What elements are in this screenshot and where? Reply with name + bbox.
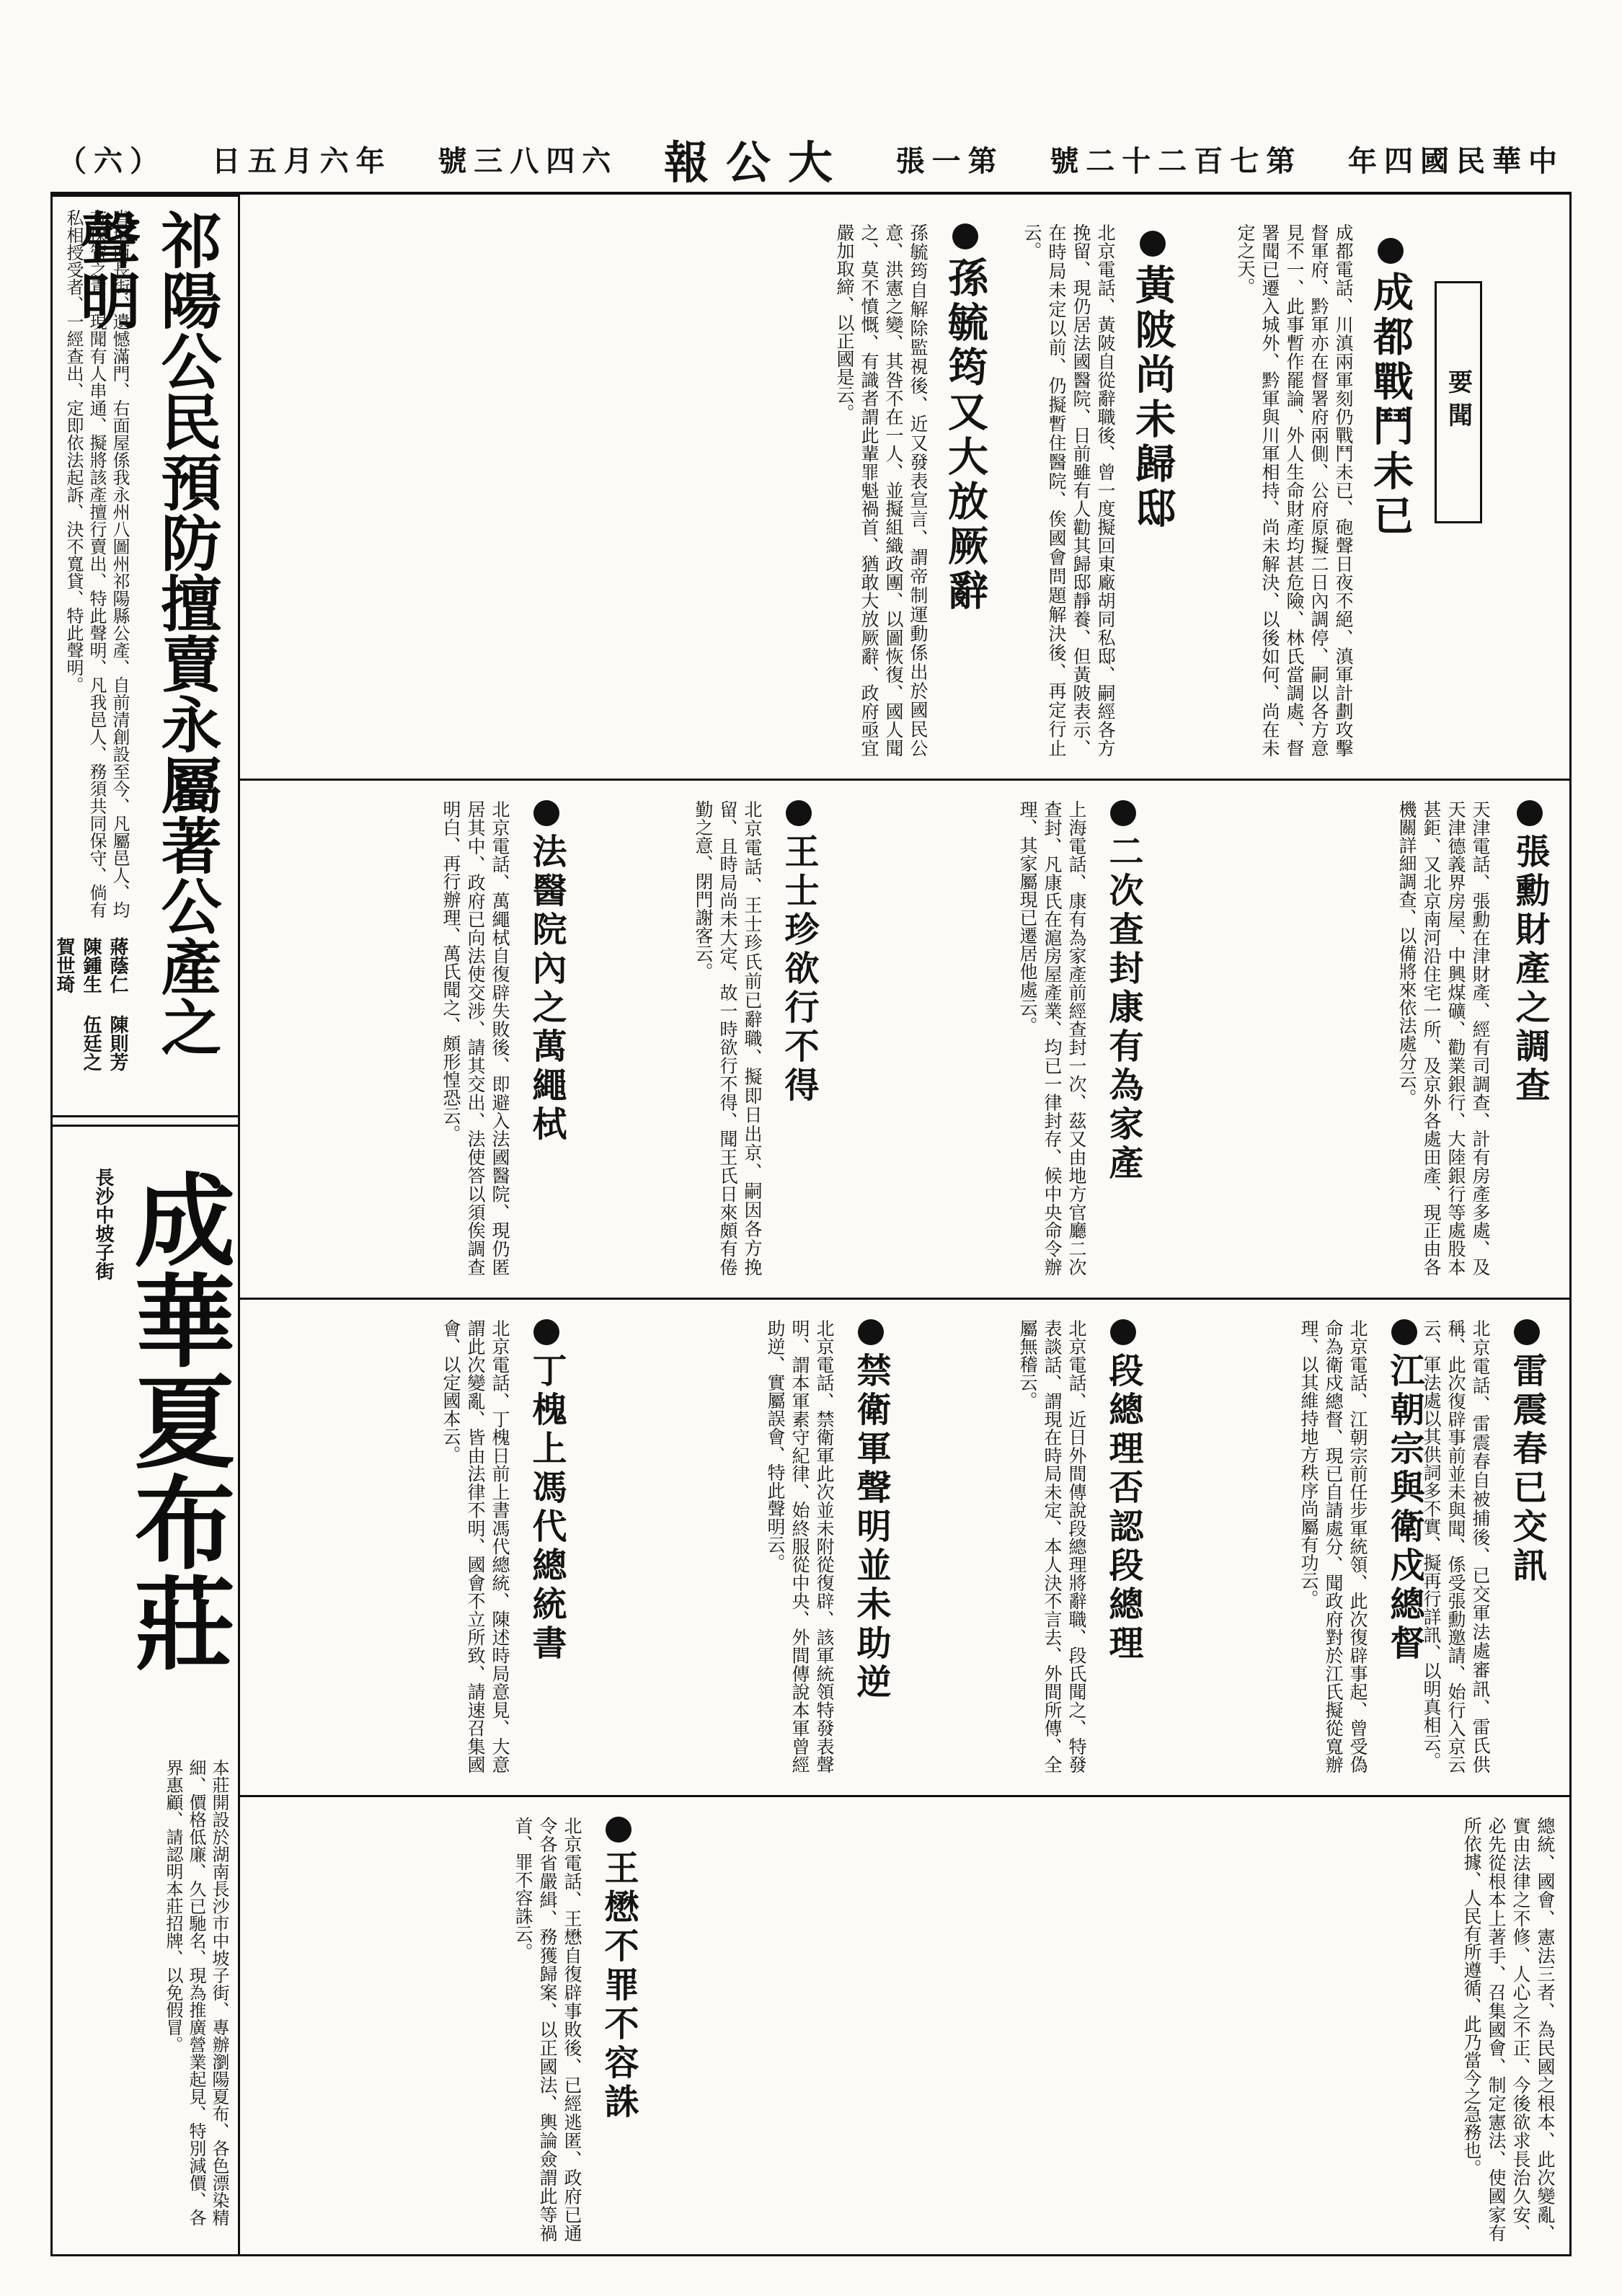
- masthead: [50, 126, 1572, 195]
- bullet-icon: [952, 223, 978, 249]
- masthead-section: 張一第: [895, 144, 1004, 178]
- article-main-long: 總統、國會、憲法三者、為民國之根本、此次變亂、實由法律之不修、人心之不正、今後欲求長治久安、必先從根本上著手、召集國會、制定憲法、使國家有所依據、人民有所遵循、此乃當今之急務也。: [1461, 1817, 1556, 2242]
- bullet-icon: [1517, 800, 1543, 826]
- headline-zhangxun: 張勳財產之調查: [1499, 800, 1550, 1276]
- masthead-issue: 號二十二百七第: [1050, 144, 1303, 178]
- article-kang: 上海電話、康有為家產前經查封一次、茲又由地方官廳二次查封、凡康氏在滬房屋產業、均已一律封存、候中央命令辦理、其家屬現已遷居他處云。: [1017, 800, 1087, 1276]
- masthead-date: 日五月六年: [211, 144, 392, 178]
- ad-qiyang-signers: 蔣蔭仁 陳則芳 陳鍾生 伍廷之 賀世琦: [53, 937, 128, 1071]
- headline-court: 法醫院內之萬繩栻: [519, 800, 567, 1276]
- article-leizhen: 北京電話、雷震春自被捕後、已交軍法處審訊、雷氏供稱、此次復辟事前並未與聞、係受張勳邀請、始行入京云云、軍法處以其供詞多不實、擬再行詳訊、以明真相云。: [1421, 1319, 1491, 1773]
- ad-chenghua-body: 本莊開設於湖南長沙市中坡子街、專辦瀏陽夏布、各色漂染精細、價格低廉、久已馳名、現為推廣營業起見、特別減價、各界惠顧、請認明本莊招牌、以免假冒。: [163, 1759, 229, 2226]
- masthead-paper-title: 報公大: [663, 136, 850, 189]
- masthead-page: （六）: [58, 144, 166, 178]
- bullet-icon: [1140, 231, 1166, 257]
- ad-qiyang-title: 祁陽公民預防擅賣永屬著公產之聲明: [71, 209, 223, 1057]
- bullet-icon: [1110, 800, 1136, 826]
- row-divider-2: [238, 1298, 1572, 1300]
- article-zhangxun: 天津電話、張勳在津財產、經有司調查、計有房產多處、及天津德義界房屋、中興煤礦、勸業銀行、大陸銀行等處股本甚鉅、又北京南河沿住宅一所、及京外各處田產、現正由各機關詳細調查、以備將來依法處分云。: [1396, 800, 1491, 1276]
- article-chengdu: 成都電話、川滇兩軍刻仍戰鬥未已、砲聲日夜不絕、滇軍計劃攻擊督軍府、黔軍亦在督署府兩側、公府原擬二日內調停、嗣以各方意見不一、此事暫作罷論、外人生命財產均甚危險、林氏當調處、督署聞已遷入城外、黔軍與川軍相持、尚未解決、以後如何、尚在未定之天。: [1235, 223, 1354, 757]
- headline-duan: 段總理否認段總理: [1096, 1319, 1143, 1773]
- headline-guard: 禁衛軍聲明並未助逆: [843, 1319, 891, 1773]
- masthead-serial: 號三八四六: [438, 144, 619, 178]
- ad-qiyang-body: 省垣西長街、遺憾滿門、右面屋係我永州八圖州祁陽縣公產、自前清創設至今、凡屬邑人、均有保管之責、現聞有人串通、擬將該產擅行賣出、特此聲明、凡我邑人、務須共同保守、倘有私相授受者、一經查出、定即依法起訴、決不寬貸、特此聲明。: [63, 209, 130, 918]
- headline-kang: 二次查封康有為家產: [1096, 800, 1143, 1276]
- row-divider-3: [238, 1795, 1572, 1797]
- bullet-icon: [606, 1817, 631, 1843]
- section-label: 要聞: [1435, 281, 1482, 523]
- bullet-icon: [1378, 238, 1404, 264]
- masthead-year: 年四國民華中: [1347, 144, 1564, 178]
- article-ding: 北京電話、丁槐日前上書馮代總統、陳述時局意見、大意謂此次變亂、皆由法律不明、國會不立所致、請速召集國會、以定國本云。: [440, 1319, 510, 1773]
- bullet-icon: [1110, 1319, 1136, 1345]
- headline-ding: 丁槐上馮代總統書: [519, 1319, 567, 1773]
- article-court: 北京電話、萬繩栻自復辟失敗後、即避入法國醫院、現仍匿居其中、政府已向法使交涉、請其交出、法使答以須俟調查明白、再行辦理、萬氏聞之、頗形惶恐云。: [440, 800, 510, 1276]
- bullet-icon: [786, 800, 812, 826]
- ad-chenghua-title: 成華夏布莊: [118, 1168, 236, 1672]
- bullet-icon: [858, 1319, 884, 1345]
- article-guard: 北京電話、禁衛軍此次並未附從復辟、該軍統領特發表聲明、謂本軍素守紀律、始終服從中央、外間傳說本軍曾經助逆、實屬誤會、特此聲明云。: [765, 1319, 835, 1773]
- headline-jiang: 江朝宗與衛戍總督: [1377, 1319, 1424, 1773]
- bullet-icon: [533, 1319, 559, 1345]
- article-duan: 北京電話、近日外間傳說段總理將辭職、段氏聞之、特發表談話、謂現在時局未定、本人決不言去、外間所傳、全屬無稽云。: [1017, 1319, 1087, 1773]
- article-sun: 孫毓筠自解除監視後、近又發表宣言、謂帝制運動係出於國民公意、洪憲之變、其咎不在一人、並擬組織政團、以圖恢復、國人聞之、莫不憤慨、有識者謂此輩罪魁禍首、猶敢大放厥辭、政府亟宜嚴加取締、以正國是云。: [834, 223, 929, 757]
- bullet-icon: [1391, 1319, 1417, 1345]
- ad-chenghua-address: 長沙中坡子街: [92, 1168, 114, 1280]
- article-wang: 北京電話、王士珍氏前已辭職、擬即日出京、嗣因各方挽留、且時局尚未大定、故一時欲行不得、聞王氏日來頗有倦勤之意、閉門謝客云。: [693, 800, 763, 1276]
- article-shen: 北京電話、王懋自復辟事敗後、已經逃匿、政府已通令各省嚴緝、務獲歸案、以正國法、輿論僉謂此等禍首、罪不容誅云。: [513, 1817, 582, 2242]
- headline-leizhen: 雷震春已交訊: [1499, 1319, 1547, 1773]
- headline-chengdu: 成都戰鬥未已: [1362, 238, 1413, 743]
- article-huangpi: 北京電話、黃陂自從辭職後、曾一度擬回東廠胡同私邸、嗣經各方挽留、現仍居法國醫院、日前雖有人勸其歸邸靜養、但黃陂表示、在時局未定以前、仍擬暫住醫院、俟國會問題解決後、再定行止云。: [1021, 223, 1116, 757]
- article-jiang: 北京電話、江朝宗前任步軍統領、此次復辟事起、曾受偽命為衛戍總督、現已自請處分、聞政府對於江氏擬從寬辦理、以其維持地方秩序尚屬有功云。: [1298, 1319, 1368, 1773]
- headline-wang: 王士珍欲行不得: [771, 800, 819, 1276]
- row-divider-1: [238, 779, 1572, 781]
- headline-shen: 王懋不罪不容誅: [591, 1817, 639, 2242]
- headline-sun: 孫毓筠又大放厥辭: [937, 223, 988, 743]
- bullet-icon: [533, 800, 559, 826]
- headline-huangpi: 黃陂尚未歸邸: [1125, 231, 1175, 750]
- bullet-icon: [1514, 1319, 1540, 1345]
